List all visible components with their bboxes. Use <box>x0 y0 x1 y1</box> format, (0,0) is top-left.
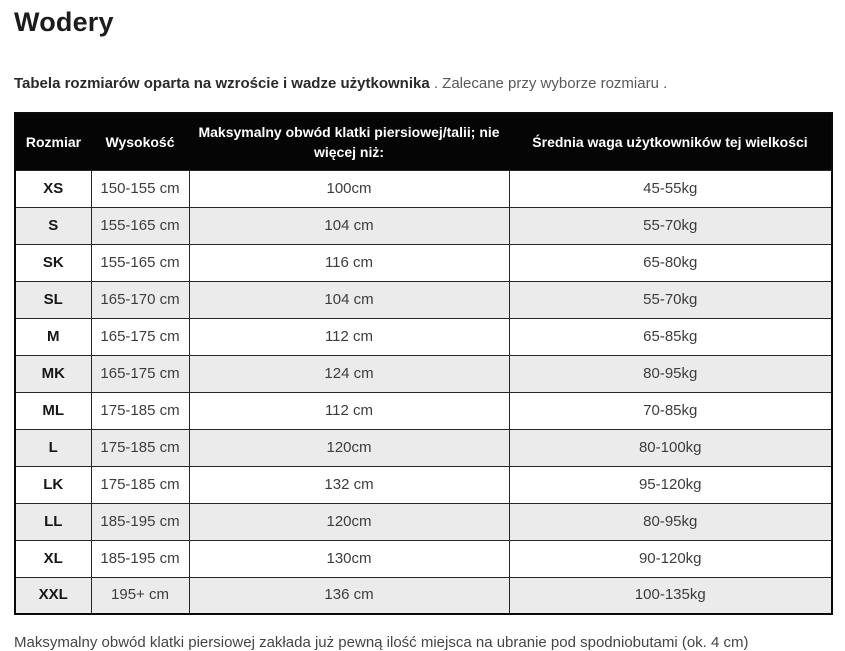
size-chart-table <box>14 112 833 615</box>
cell-weight: 55-70kg <box>509 207 832 244</box>
table-description-rest: . Zalecane przy wyborze rozmiaru . <box>429 74 668 92</box>
table-row <box>15 244 832 281</box>
page-title: Wodery <box>14 7 114 37</box>
cell-chest: 120cm <box>189 503 509 540</box>
cell-chest: 136 cm <box>189 577 509 614</box>
cell-size: L <box>15 429 91 466</box>
cell-chest: 130cm <box>189 540 509 577</box>
cell-weight: 65-85kg <box>509 318 832 355</box>
table-row <box>15 503 832 540</box>
cell-size: XL <box>15 540 91 577</box>
cell-chest: 132 cm <box>189 466 509 503</box>
cell-chest: 112 cm <box>189 318 509 355</box>
cell-height: 175-185 cm <box>91 466 189 503</box>
cell-chest: 104 cm <box>189 281 509 318</box>
cell-weight: 80-100kg <box>509 429 832 466</box>
cell-size: SK <box>15 244 91 281</box>
cell-height: 195+ cm <box>91 577 189 614</box>
cell-height: 185-195 cm <box>91 540 189 577</box>
table-row <box>15 392 832 429</box>
cell-height: 175-185 cm <box>91 392 189 429</box>
table-row <box>15 281 832 318</box>
footnote: Maksymalny obwód klatki piersiowej zakłada już pewną ilość miejsca na ubranie pod spodniobutami (ok. 4 cm) <box>14 634 749 651</box>
table-row <box>15 466 832 503</box>
cell-height: 185-195 cm <box>91 503 189 540</box>
table-description <box>14 74 831 94</box>
cell-weight: 45-55kg <box>509 170 832 207</box>
cell-weight: 65-80kg <box>509 244 832 281</box>
cell-size: MK <box>15 355 91 392</box>
cell-height: 165-170 cm <box>91 281 189 318</box>
table-row <box>15 540 832 577</box>
cell-size: LL <box>15 503 91 540</box>
table-row <box>15 577 832 614</box>
cell-chest: 124 cm <box>189 355 509 392</box>
table-header-row <box>15 113 832 170</box>
cell-size: XS <box>15 170 91 207</box>
cell-size: S <box>15 207 91 244</box>
cell-size: ML <box>15 392 91 429</box>
column-header-height: Wysokość <box>91 113 189 170</box>
cell-chest: 112 cm <box>189 392 509 429</box>
table-row <box>15 170 832 207</box>
cell-weight: 55-70kg <box>509 281 832 318</box>
cell-size: XXL <box>15 577 91 614</box>
cell-height: 165-175 cm <box>91 318 189 355</box>
column-header-size: Rozmiar <box>15 113 91 170</box>
size-table-body <box>15 170 832 614</box>
table-header <box>15 113 832 170</box>
cell-size: M <box>15 318 91 355</box>
cell-chest: 100cm <box>189 170 509 207</box>
cell-height: 165-175 cm <box>91 355 189 392</box>
cell-size: SL <box>15 281 91 318</box>
cell-weight: 80-95kg <box>509 503 832 540</box>
cell-weight: 95-120kg <box>509 466 832 503</box>
cell-weight: 100-135kg <box>509 577 832 614</box>
cell-chest: 104 cm <box>189 207 509 244</box>
cell-chest: 120cm <box>189 429 509 466</box>
cell-weight: 90-120kg <box>509 540 832 577</box>
cell-size: LK <box>15 466 91 503</box>
cell-weight: 80-95kg <box>509 355 832 392</box>
table-row <box>15 207 832 244</box>
column-header-chest: Maksymalny obwód klatki piersiowej/talii; nie więcej niż: <box>189 113 509 170</box>
table-row <box>15 318 832 355</box>
table-description-bold: Tabela rozmiarów oparta na wzroście i wadze użytkownika <box>14 74 430 92</box>
column-header-weight: Średnia waga użytkowników tej wielkości <box>509 113 832 170</box>
cell-height: 175-185 cm <box>91 429 189 466</box>
cell-chest: 116 cm <box>189 244 509 281</box>
cell-height: 155-165 cm <box>91 244 189 281</box>
cell-height: 155-165 cm <box>91 207 189 244</box>
cell-height: 150-155 cm <box>91 170 189 207</box>
table-row <box>15 429 832 466</box>
table-row <box>15 355 832 392</box>
cell-weight: 70-85kg <box>509 392 832 429</box>
